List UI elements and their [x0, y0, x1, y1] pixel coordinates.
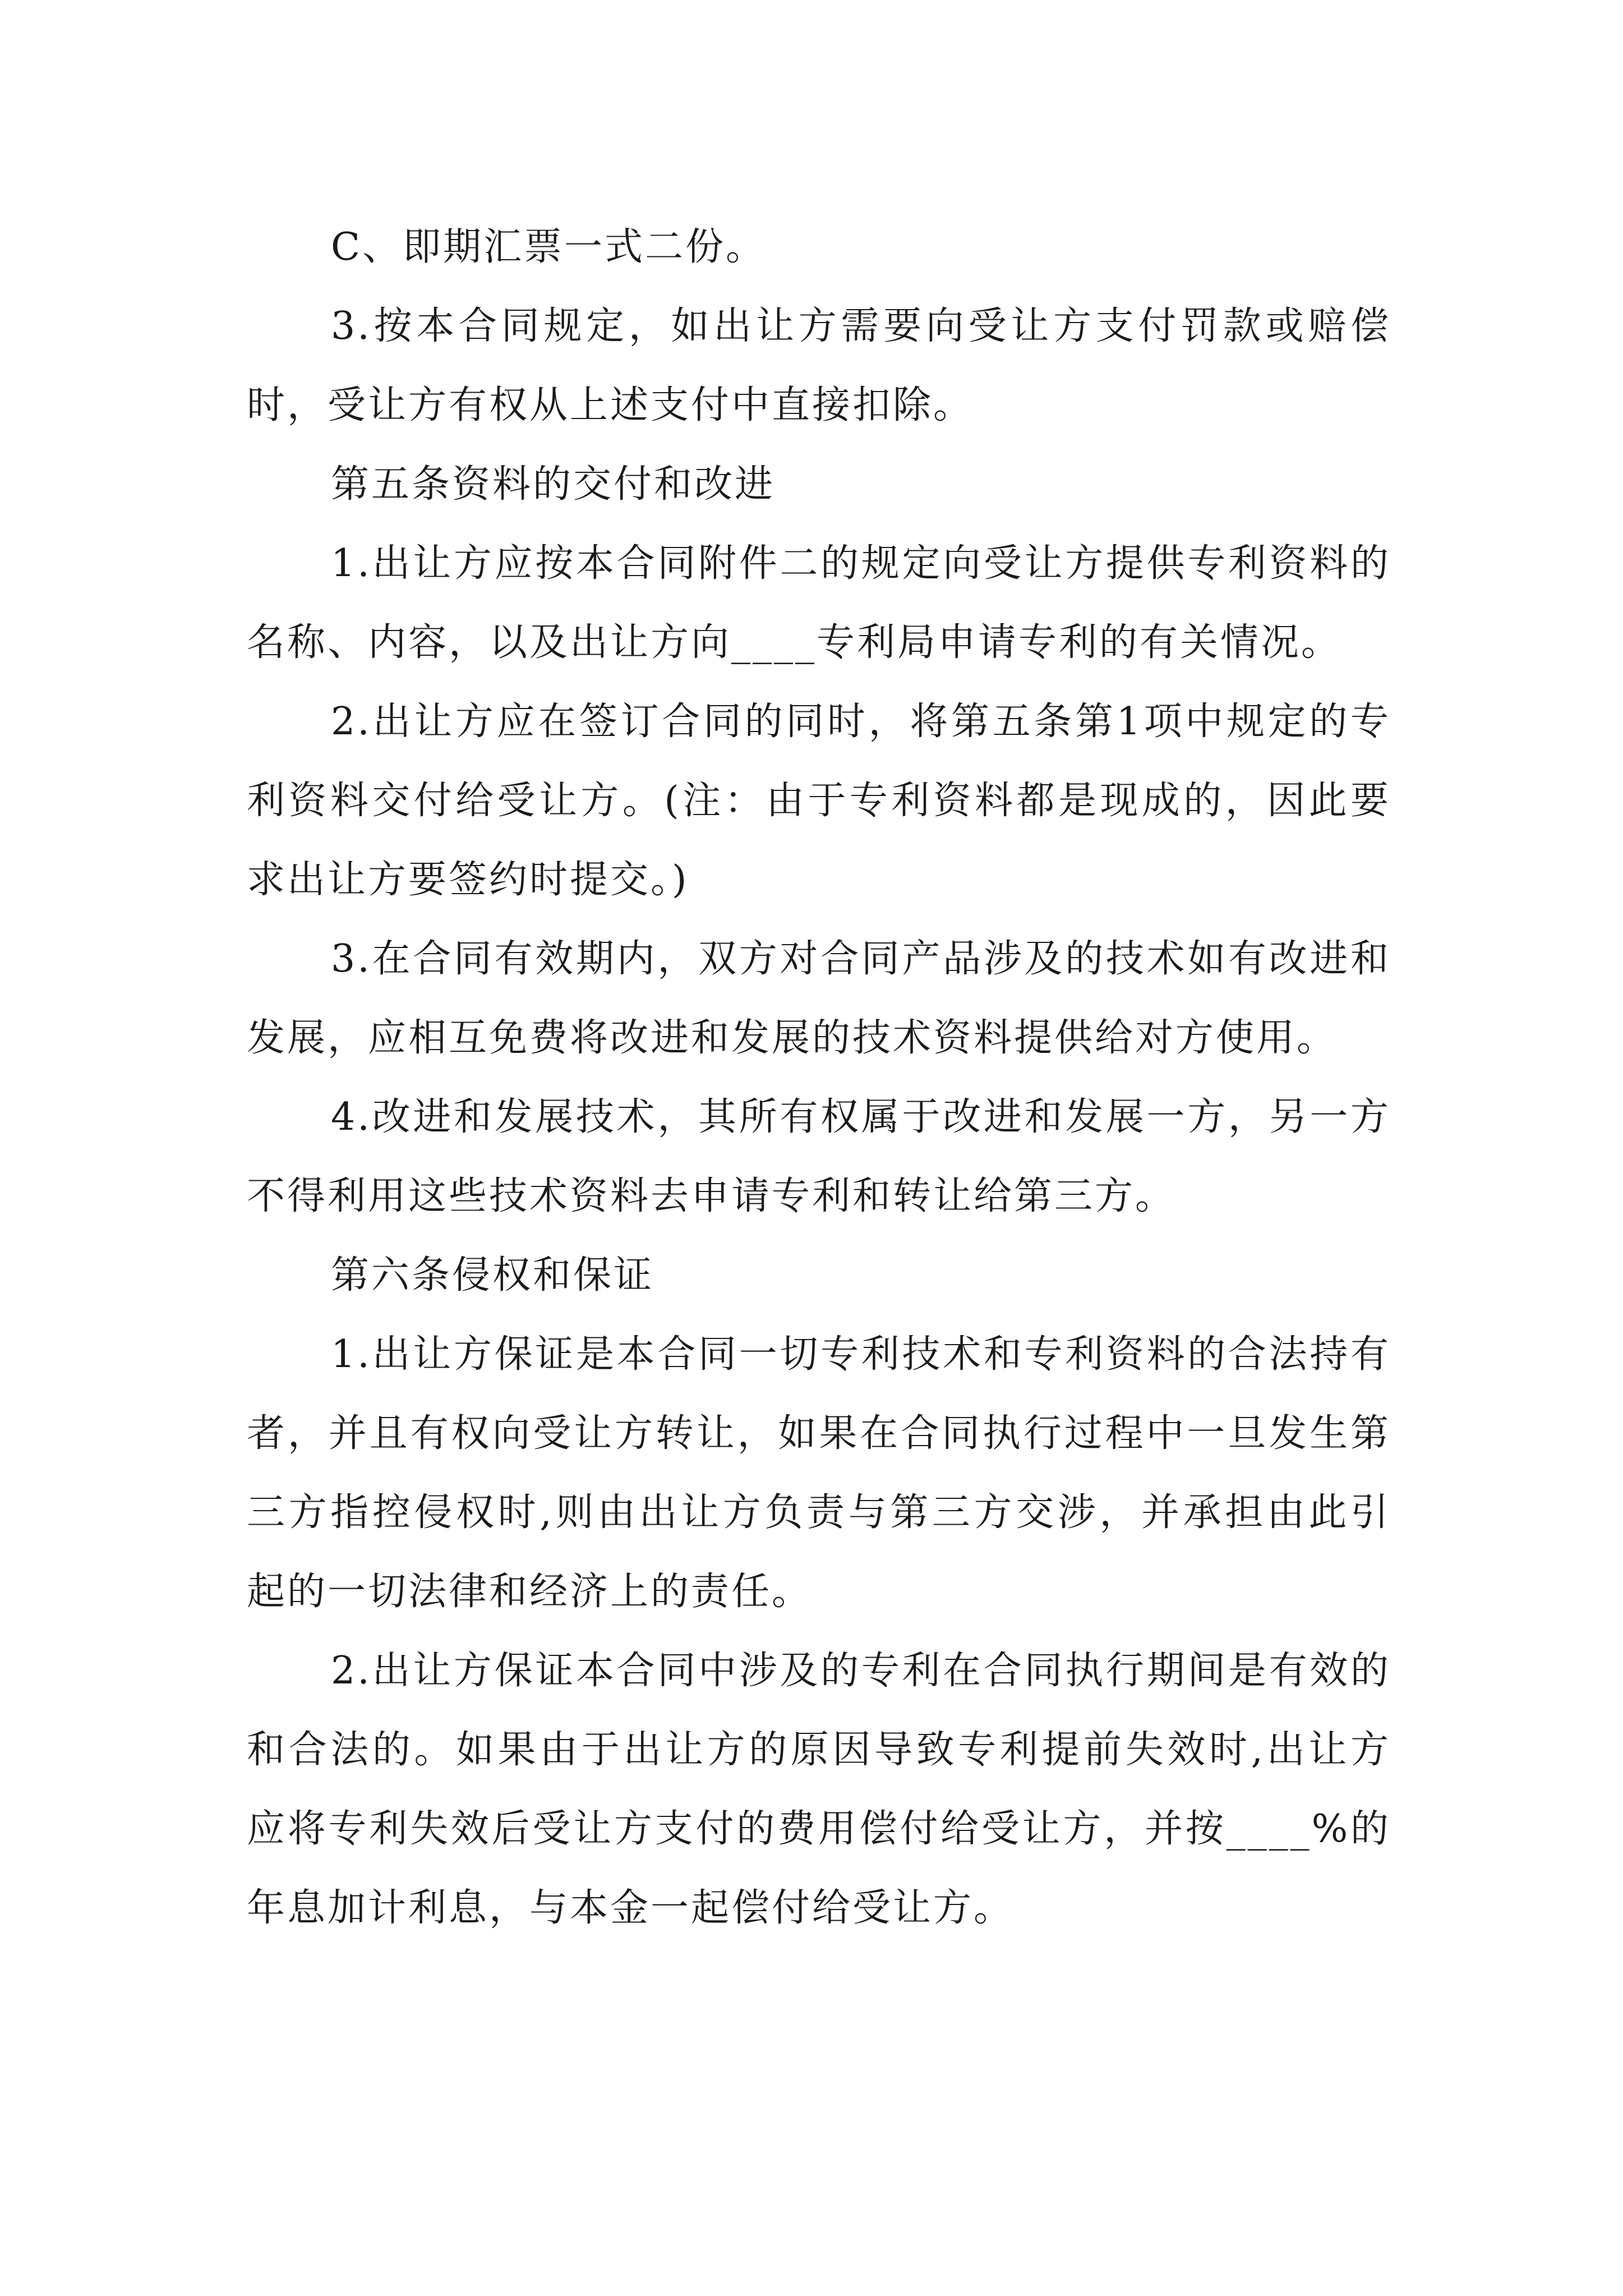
document-body — [247, 208, 1391, 1948]
paragraph-article6-item2: 2.出让方保证本合同中涉及的专利在合同执行期间是有效的和合法的。如果由于出让方的原因导致专利提前失效时,出让方应将专利失效后受让方支付的费用偿付给受让方，并按____%的年息加计利息，与本金一起偿付给受让方。 — [247, 1649, 1391, 1930]
article-six-heading: 第六条侵权和保证 — [331, 1253, 654, 1297]
paragraph-article6-item1: 1.出让方保证是本合同一切专利技术和专利资料的合法持有者，并且有权向受让方转让，如果在合同执行过程中一旦发生第三方指控侵权时,则由出让方负责与第三方交涉，并承担由此引起的一切法律和经济上的责任。 — [247, 1332, 1391, 1614]
article-five-heading: 第五条资料的交付和改进 — [331, 462, 776, 507]
paragraph-bill-copies: C、即期汇票一式二份。 — [331, 225, 767, 269]
paragraph-article5-item3: 3.在合同有效期内，双方对合同产品涉及的技术如有改进和发展，应相互免费将改进和发展的技术资料提供给对方使用。 — [247, 937, 1391, 1060]
paragraph-deduction-clause: 3.按本合同规定，如出让方需要向受让方支付罚款或赔偿时，受让方有权从上述支付中直接扣除。 — [247, 304, 1391, 427]
paragraph-article5-item4: 4.改进和发展技术，其所有权属于改进和发展一方，另一方不得利用这些技术资料去申请专利和转让给第三方。 — [247, 1095, 1391, 1218]
paragraph-article5-item1: 1.出让方应按本合同附件二的规定向受让方提供专利资料的名称、内容，以及出让方向____专利局申请专利的有关情况。 — [247, 541, 1391, 665]
paragraph-article5-item2: 2.出让方应在签订合同的同时，将第五条第1项中规定的专利资料交付给受让方。(注：由于专利资料都是现成的，因此要求出让方要签约时提交。) — [247, 700, 1391, 902]
